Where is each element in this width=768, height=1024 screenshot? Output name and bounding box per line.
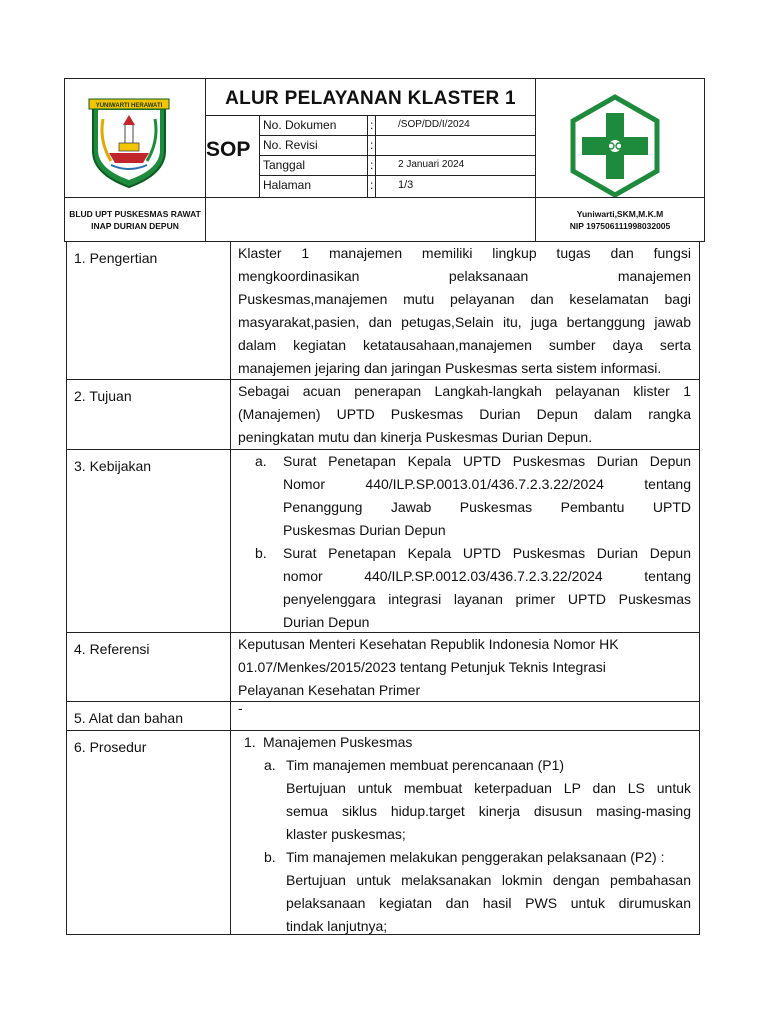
item-title: Tim manajemen membuat perencanaan (P1) [286,757,565,773]
section-content-tujuan [230,379,700,450]
meta-label: Tanggal [263,158,306,172]
text-line: Penanggung Jawab Puskesmas Pembantu UPTD [283,499,691,515]
list-marker: a. [264,757,276,773]
section-label-pengertian: 1. Pengertian [66,241,231,380]
header-left-logo-cell [64,78,206,198]
text-line: - [238,700,243,716]
text-line: manajemen jejaring dan jaringan Puskesmas serta sistem informasi. [238,360,662,376]
section-label-tujuan: 2. Tujuan [66,379,231,450]
text-line: Durian Depun [283,614,370,630]
meta-label: No. Revisi [263,138,318,152]
section-content-alat [230,701,700,731]
text-line: Puskesmas,manajemen mutu pelayanan dan keselamatan bagi [238,291,691,307]
text-line: Nomor 440/ILP.SP.0013.01/436.7.2.3.22/2024 tentang [283,476,691,492]
list-item [238,542,691,634]
header-right-logo-cell [535,78,705,198]
text-line: 01.07/Menkes/2015/2023 tentang Petunjuk Teknis Integrasi [238,659,606,675]
signer-nip: NIP 197506111998032005 [569,221,671,231]
header-middle-blank [205,197,536,242]
meta-row-revisi [259,135,536,156]
meta-row-dokumen [259,115,536,136]
text-line: penyelenggara integrasi layanan primer UPTD Puskesmas [283,591,691,607]
list-item [238,450,691,542]
regency-emblem-icon [65,79,207,199]
text-line: Surat Penetapan Kepala UPTD Puskesmas Durian Depun [283,453,691,469]
section-label-referensi: 4. Referensi [66,632,231,702]
meta-value: 2 Januari 2024 [398,159,465,170]
meta-colon: : [370,138,374,152]
list-item [238,754,691,846]
org-line: INAP DURIAN DEPUN [91,221,179,231]
text-line: dalam kegiatan ketatausahaan,manajemen sumber daya serta [238,337,691,353]
meta-label: Halaman [263,178,312,192]
text-line: Keputusan Menteri Kesehatan Republik Indonesia Nomor HK [238,636,619,652]
meta-row-tanggal [259,155,536,176]
meta-value: /SOP/DD/I/2024 [398,119,470,130]
meta-label: No. Dokumen [263,118,337,132]
section-content-pengertian [230,241,700,380]
section-label-kebijakan: 3. Kebijakan [66,449,231,633]
procedure-heading-text: Manajemen Puskesmas [263,734,413,750]
text-line: nomor 440/ILP.SP.0012.03/436.7.2.3.22/2024 tentang [283,568,691,584]
item-title: Tim manajemen melakukan penggerakan pelaksanaan (P2) : [286,849,665,865]
list-item [238,846,691,938]
org-line: BLUD UPT PUSKESMAS RAWAT [69,209,201,219]
section-label-prosedur: 6. Prosedur [66,730,231,935]
meta-value: 1/3 [398,179,414,191]
section-label-alat: 5. Alat dan bahan [66,701,231,731]
meta-colon: : [370,158,374,172]
text-line: Surat Penetapan Kepala UPTD Puskesmas Durian Depun [283,545,691,561]
list-marker: b. [264,849,276,865]
document-title: ALUR PELAYANAN KLASTER 1 [205,78,536,116]
text-line: klaster puskesmas; [286,826,406,842]
emblem-banner-text: YUNIWARTI HERAWATI [95,103,163,109]
meta-colon: : [370,178,374,192]
signer-block [535,197,705,242]
meta-colon: : [370,118,374,132]
list-marker: 1. [244,734,256,750]
organization-name [64,197,206,242]
puskesmas-logo-icon [536,79,706,199]
section-content-prosedur [230,730,700,935]
text-line: pelaksanaan kegiatan dan hasil PWS untuk dirumuskan [286,895,691,911]
text-line: Bertujuan untuk melaksanakan lokmin dengan pembahasan [286,872,691,888]
list-marker: a. [255,453,267,469]
meta-row-halaman [259,175,536,198]
procedure-heading [238,731,691,754]
text-line: Pelayanan Kesehatan Primer [238,682,421,698]
signer-name: Yuniwarti,SKM,M.K.M [576,209,664,219]
sop-label: SOP [205,115,260,198]
text-line: mengkoordinasikan pelaksanaan manajemen [238,268,691,284]
text-line: (Manajemen) UPTD Puskesmas Durian Depun dalam rangka [238,406,691,422]
list-marker: b. [255,545,267,561]
text-line: masyarakat,pasien, dan petugas,Selain itu, juga bertanggung jawab [238,314,691,330]
section-content-kebijakan [230,449,700,633]
text-line: tindak lanjutnya; [286,918,388,934]
text-line: peningkatan mutu dan kinerja Puskesmas Durian Depun. [238,429,593,445]
text-line: Puskesmas Durian Depun [283,522,446,538]
text-line: Klaster 1 manajemen memiliki lingkup tugas dan fungsi [238,245,691,261]
text-line: semua siklus hidup.target kinerja disusun masing-masing [286,803,691,819]
text-line: Bertujuan untuk membuat keterpaduan LP dan LS untuk [286,780,691,796]
section-content-referensi [230,632,700,702]
text-line: Sebagai acuan penerapan Langkah-langkah pelayanan klister 1 [238,383,691,399]
